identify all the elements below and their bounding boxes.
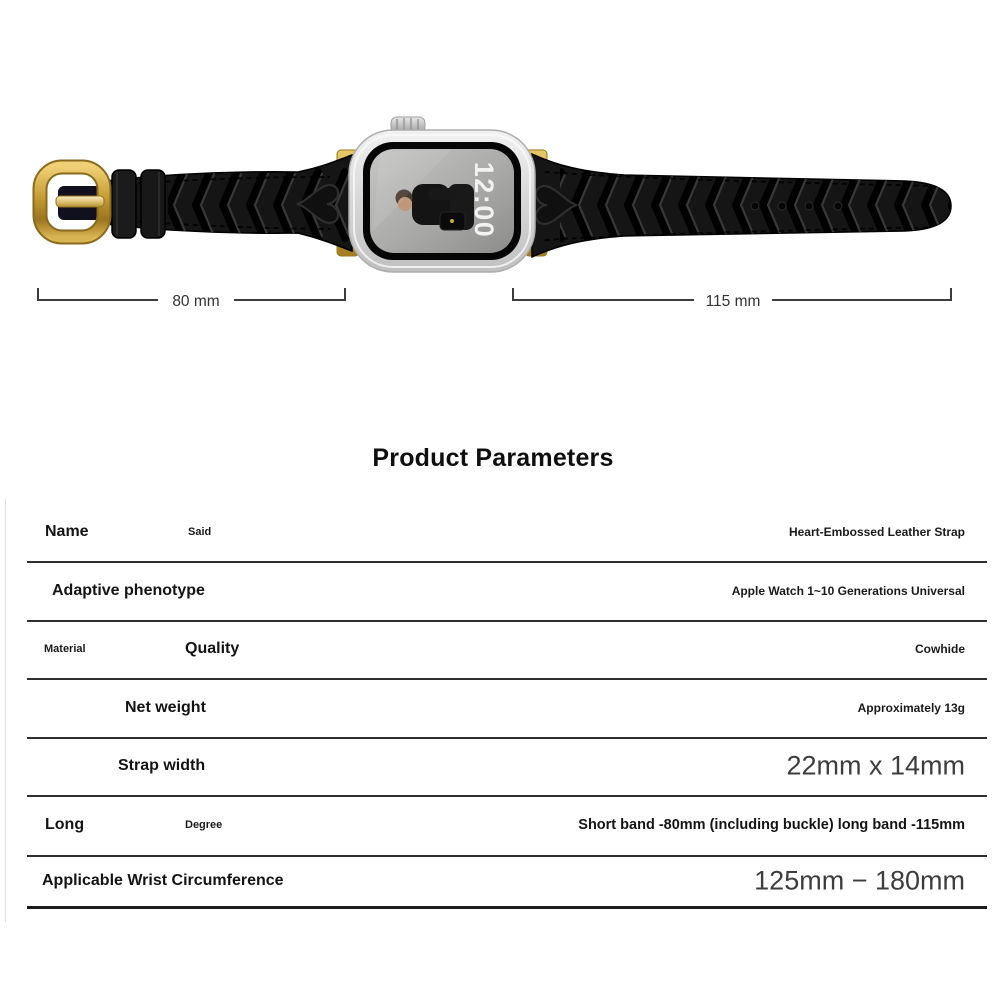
param-sublabel: Degree	[185, 819, 223, 831]
param-value: Apple Watch 1~10 Generations Universal	[731, 583, 965, 598]
section-title: Product Parameters	[372, 444, 614, 472]
param-row-length	[27, 795, 987, 857]
param-value: 125mm − 180mm	[754, 865, 965, 895]
watch-screen	[370, 149, 514, 253]
param-row-wrist-circumference	[27, 855, 987, 909]
param-label: Long	[45, 816, 85, 833]
param-label: Material	[44, 643, 86, 655]
dimension-long-label: 115 mm	[705, 293, 761, 310]
long-strap	[532, 154, 952, 257]
param-sublabel: Quality	[185, 640, 240, 657]
product-photo	[0, 0, 1000, 340]
param-value: Short band -80mm (including buckle) long band -115mm	[578, 817, 965, 833]
param-value: 22mm x 14mm	[786, 750, 965, 781]
left-edge-rule	[5, 498, 6, 922]
param-value: Cowhide	[915, 642, 965, 656]
dimension-short-label: 80 mm	[172, 293, 220, 310]
param-row-net-weight	[27, 678, 987, 739]
param-row-strap-width	[27, 737, 987, 797]
param-label: Name	[45, 523, 89, 540]
param-sublabel: Said	[188, 526, 212, 538]
param-label: Adaptive phenotype	[52, 581, 205, 599]
clock-time: 12:00	[469, 161, 499, 239]
param-row-material	[27, 620, 987, 680]
param-row-name	[27, 503, 987, 563]
watch-case	[349, 117, 535, 272]
param-label: Strap width	[118, 757, 206, 774]
gold-buckle	[40, 167, 104, 237]
param-label: Net weight	[125, 698, 206, 716]
param-value: Approximately 13g	[857, 700, 965, 715]
param-value: Heart-Embossed Leather Strap	[788, 525, 965, 539]
buckle-prong	[56, 196, 104, 207]
param-label: Applicable Wrist Circumference	[42, 871, 284, 889]
param-row-adaptive-phenotype	[27, 561, 987, 622]
